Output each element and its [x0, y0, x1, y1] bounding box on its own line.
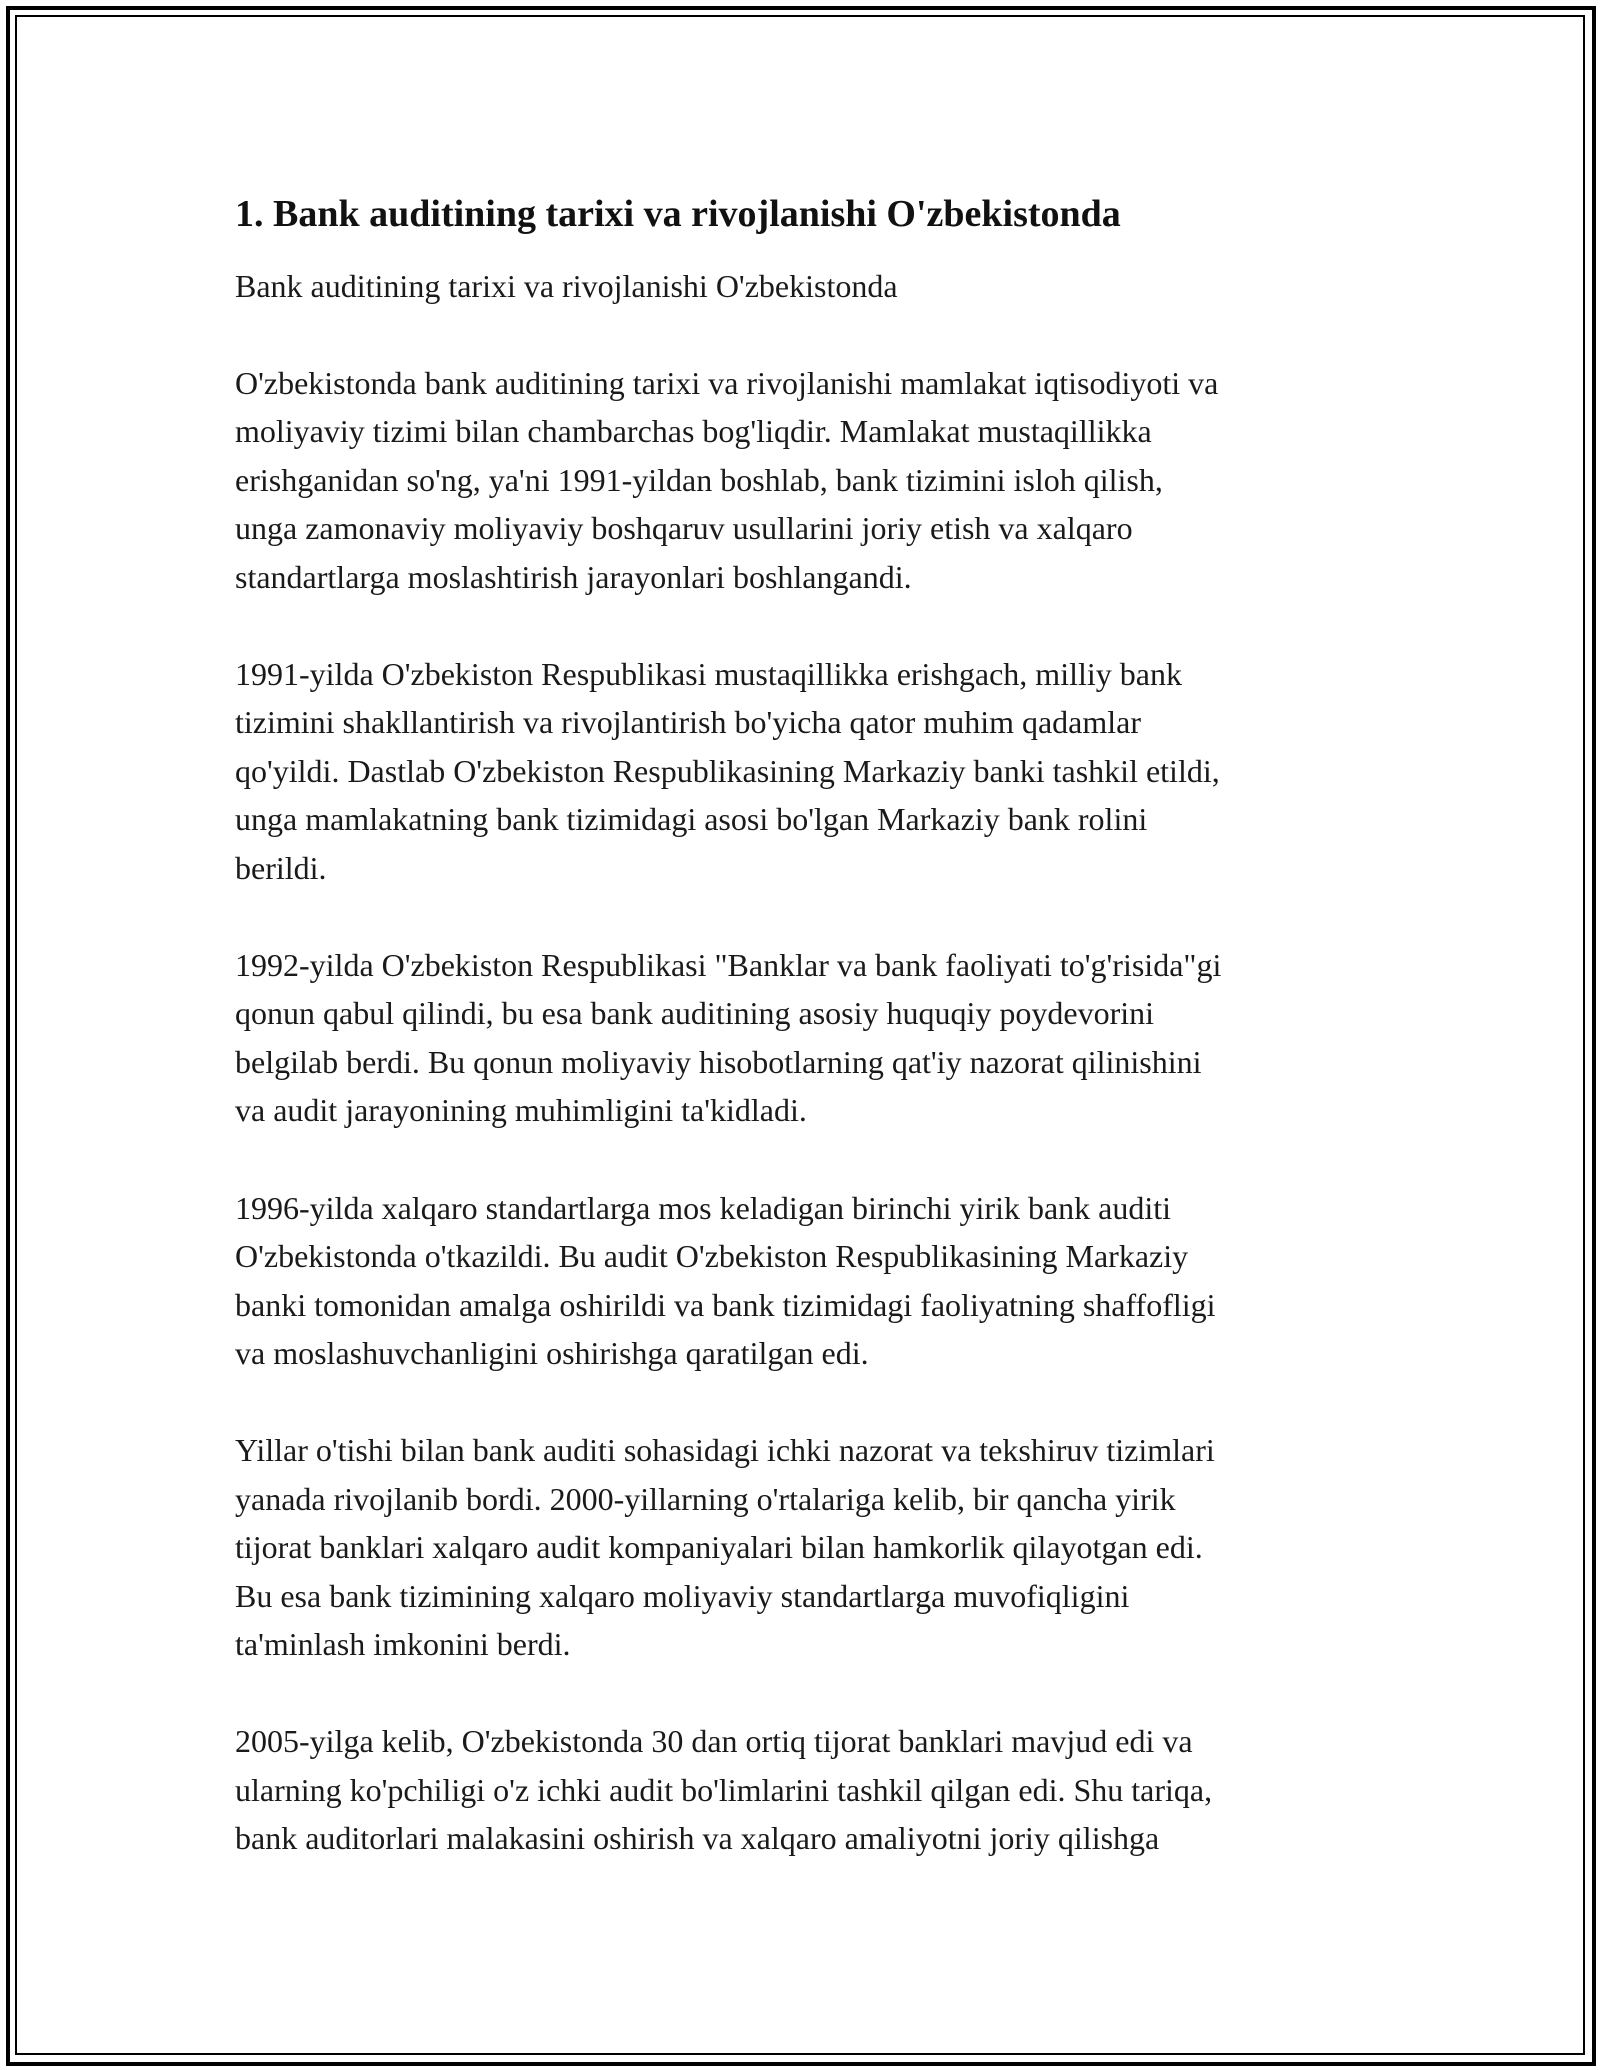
paragraph-line: erishganidan so'ng, ya'ni 1991-yildan boshlab, bank tizimini isloh qilish,: [235, 461, 1163, 498]
paragraph: [235, 650, 1385, 892]
paragraph-line: berildi.: [235, 849, 327, 886]
paragraph-line: bank auditorlari malakasini oshirish va xalqaro amaliyotni joriy qilishga: [235, 1820, 1160, 1857]
paragraph-line: ta'minlash imkonini berdi.: [235, 1625, 571, 1662]
paragraph-line: qo'yildi. Dastlab O'zbekiston Respublikasining Markaziy banki tashkil etildi,: [235, 752, 1220, 789]
paragraph-line: ularning ko'pchiligi o'z ichki audit bo'limlarini tashkil qilgan edi. Shu tariqa,: [235, 1771, 1213, 1808]
paragraph-line: O'zbekistonda o'tkazildi. Bu audit O'zbekiston Respublikasining Markaziy: [235, 1238, 1189, 1275]
paragraph-line: 1991-yilda O'zbekiston Respublikasi mustaqillikka erishgach, milliy bank: [235, 656, 1182, 693]
paragraph-line: O'zbekistonda bank auditining tarixi va rivojlanishi mamlakat iqtisodiyoti va: [235, 365, 1219, 401]
paragraph-line: Bu esa bank tizimining xalqaro moliyaviy standartlarga muvofiqligini: [235, 1577, 1130, 1614]
paragraph-line: Yillar o'tishi bilan bank auditi sohasidagi ichki nazorat va tekshiruv tizimlari: [235, 1432, 1215, 1469]
paragraph: [235, 941, 1385, 1135]
paragraph-line: 1996-yilda xalqaro standartlarga mos keladigan birinchi yirik bank auditi: [235, 1189, 1172, 1226]
paragraph: [235, 1184, 1385, 1378]
paragraph-line: standartlarga moslashtirish jarayonlari boshlangandi.: [235, 558, 912, 595]
paragraph-line: tizimini shakllantirish va rivojlantirish bo'yicha qator muhim qadamlar: [235, 704, 1142, 741]
paragraph-line: qonun qabul qilindi, bu esa bank auditining asosiy huquqiy poydevorini: [235, 995, 1155, 1032]
paragraph-list: [235, 359, 1385, 1863]
document-body: [235, 188, 1385, 1912]
page-title: 1. Bank auditining tarixi va rivojlanishi O'zbekistonda: [235, 193, 1121, 235]
paragraph: [235, 1426, 1385, 1668]
paragraph-line: va audit jarayonining muhimligini ta'kidladi.: [235, 1092, 807, 1129]
paragraph-line: 1992-yilda O'zbekiston Respublikasi "Banklar va bank faoliyati to'g'risida"gi: [235, 947, 1222, 984]
paragraph-line: moliyaviy tizimi bilan chambarchas bog'liqdir. Mamlakat mustaqillikka: [235, 413, 1152, 450]
paragraph-line: belgilab berdi. Bu qonun moliyaviy hisobotlarning qat'iy nazorat qilinishini: [235, 1043, 1202, 1080]
paragraph-line: tijorat banklari xalqaro audit kompaniyalari bilan hamkorlik qilayotgan edi.: [235, 1529, 1203, 1566]
paragraph-line: 2005-yilga kelib, O'zbekistonda 30 dan ortiq tijorat banklari mavjud edi va: [235, 1723, 1193, 1760]
paragraph-line: va moslashuvchanligini oshirishga qaratilgan edi.: [235, 1334, 869, 1371]
paragraph: [235, 359, 1385, 601]
paragraph-line: unga mamlakatning bank tizimidagi asosi bo'lgan Markaziy bank rolini: [235, 801, 1148, 838]
paragraph-line: unga zamonaviy moliyaviy boshqaruv usullarini joriy etish va xalqaro: [235, 510, 1133, 547]
paragraph-line: yanada rivojlanib bordi. 2000-yillarning o'rtalariga kelib, bir qancha yirik: [235, 1480, 1176, 1517]
document-subtitle: Bank auditining tarixi va rivojlanishi O'zbekistonda: [235, 268, 898, 304]
paragraph: [235, 1717, 1385, 1862]
paragraph-line: banki tomonidan amalga oshirildi va bank tizimidagi faoliyatning shaffofligi: [235, 1286, 1216, 1323]
